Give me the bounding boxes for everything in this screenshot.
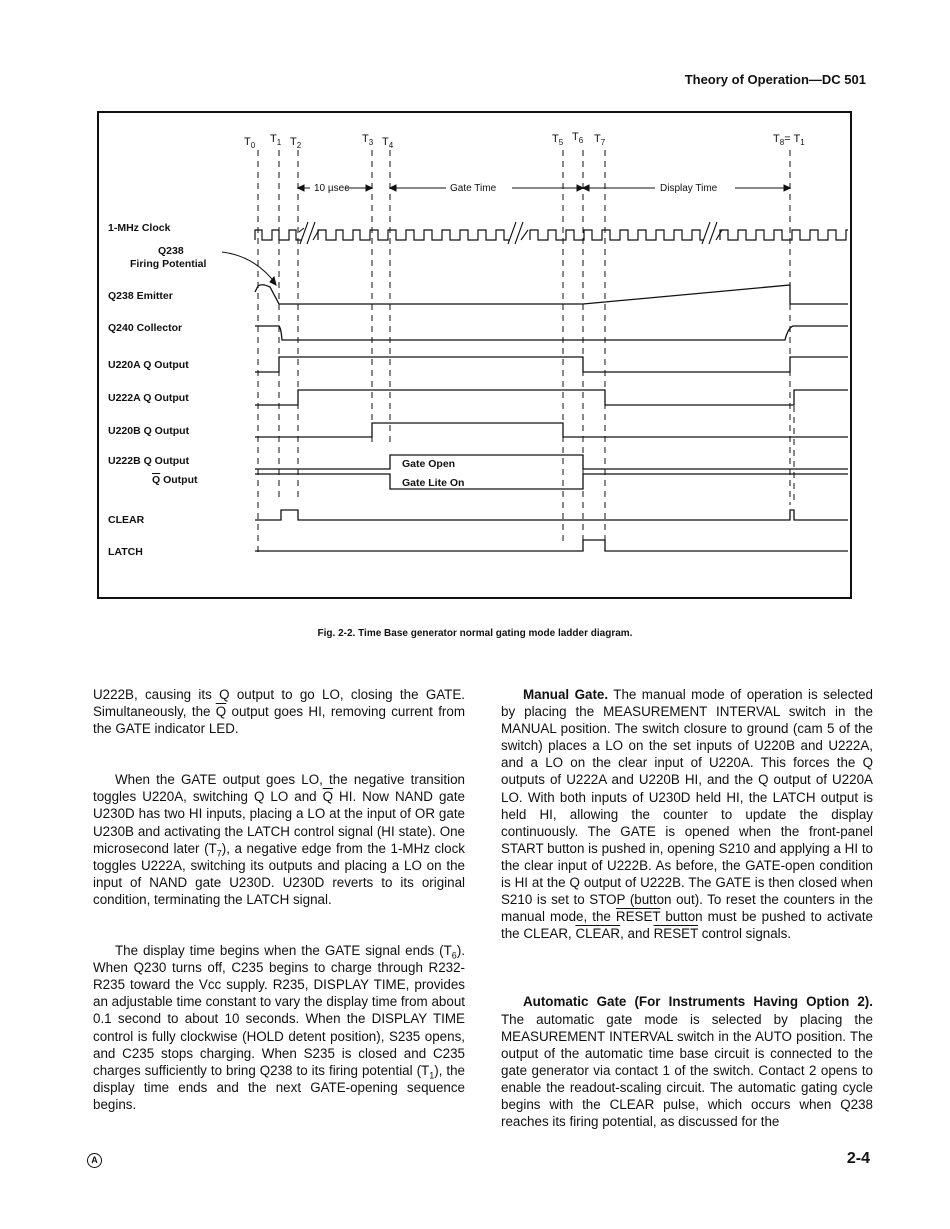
t6-label: $T_6$ <box>572 131 584 145</box>
interval-10usec: 10 µsec <box>314 183 350 194</box>
u222b-waveform <box>255 455 848 469</box>
t1-label: $T_1$ <box>270 133 282 147</box>
u222a-waveform <box>255 390 848 405</box>
latch-waveform <box>255 540 848 551</box>
clear-waveform <box>255 510 848 520</box>
page-number: 2-4 <box>846 1150 870 1167</box>
label-1mhz-clock: 1-MHz Clock <box>108 222 171 234</box>
manufacturer-logo-icon: A <box>87 1153 102 1168</box>
label-latch: LATCH <box>108 546 143 558</box>
t5-label: $T_5$ <box>552 133 564 147</box>
figure-caption: Fig. 2-2. Time Base generator normal gating mode ladder diagram. <box>317 628 633 639</box>
label-u222a: U222A Q Output <box>108 392 189 404</box>
u220b-waveform <box>255 423 848 437</box>
gate-lite-note: Gate Lite On <box>402 477 465 489</box>
t2-label: $T_2$ <box>290 136 302 150</box>
left-column <box>93 686 465 1113</box>
label-firing-potential: Firing Potential <box>130 258 207 270</box>
time-gridlines <box>258 150 794 552</box>
page-header: Theory of Operation—DC 501 <box>684 72 866 87</box>
label-clear: CLEAR <box>108 514 145 526</box>
t8-label: $T_8= T_1$ <box>773 133 805 147</box>
left-paragraph-3: The display time begins when the GATE signal ends $(T_6)$. When Q230 turns off, C235 begins to charge through R232-R235 toward the Vcc supply. R235, DISPLAY TIME, provides an adjustable time constant to vary the display time from about 0.1 second to about 10 seconds. When the DISPLAY TIME control is fully clockwise (HOLD detent position), S235 opens, and C235 stops charging. When S235 is closed and C235 charges sufficiently to bring Q238 to its firing potential $(T_1)$, the display time ends and the next GATE-opening sequence begins. <box>93 943 466 1112</box>
t3-label: $T_3$ <box>362 133 374 147</box>
t7-label: $T_7$ <box>594 133 606 147</box>
label-q240-collector: Q240 Collector <box>108 322 183 334</box>
manual-gate-paragraph: Manual Gate. The manual mode of operation is selected by placing the MEASUREMENT INTERVAL switch in the MANUAL position. The switch closure to ground (cam 5 of the switch) places a LO on the set inputs of U220B and U222A, and a LO on the clear input of U220A. This forces the Q outputs of U222A and U220B HI, and the Q output of U220A LO. With both inputs of U230D held HI, the LATCH output is held HI, allowing the counter to update the display continuously. The GATE is opened when the front-panel START button is pushed in, opening S210 and applying a HI to the clear input of U222B. As before, the GATE-open condition is HI at the Q output of U222B. The GATE is then closed when S210 is set to STOP (button out). To reset the counters in the manual mode, the RESET button must be pushed to activate the CLEAR, CLEAR, and RESET control signals. <box>501 687 874 942</box>
clock-breaks <box>299 222 722 244</box>
emitter-waveform <box>255 285 848 304</box>
automatic-gate-paragraph: Automatic Gate (For Instruments Having Option 2). The automatic gate mode is selected by placing the MEASUREMENT INTERVAL switch in the AUTO position. The output of the automatic time base circuit is connected to the gate generator via contact 1 of the switch. Contact 2 opens to enable the readout-scaling circuit. The automatic gating cycle begins with the CLEAR pulse, which occurs when Q238 reaches its firing potential, as discussed for the <box>501 994 873 1130</box>
collector-waveform <box>255 326 848 340</box>
u220a-waveform <box>255 357 848 372</box>
clock-waveform <box>255 230 848 240</box>
label-qbar-output: Q Output <box>152 474 198 486</box>
label-q238: Q238 <box>158 245 184 257</box>
t4-label: $T_4$ <box>382 136 394 150</box>
gate-open-note: Gate Open <box>402 458 456 470</box>
left-paragraph-2: When the GATE output goes LO, the negative transition toggles U220A, switching Q LO and $\overline{Q}$ HI. Now NAND gate U230D has two HI inputs, placing a LO at the input of OR gate U230B and activating the LATCH control signal (HI state). One microsecond later $(T_7)$, a negative edge from the 1-MHz clock toggles U222A, switching its outputs and placing a LO on the input of NAND gate U230D. U230D reverts to its original condition, terminating the LATCH signal. <box>93 772 466 907</box>
label-u220b: U220B Q Output <box>108 425 190 437</box>
left-paragraph-1: U222B, causing its Q output to go LO, closing the GATE. Simultaneously, the $\overline{Q}$ output goes HI, removing current from the GATE indicator LED. <box>93 687 465 737</box>
right-column <box>501 686 873 1130</box>
interval-gate-time: Gate Time <box>450 183 497 194</box>
t0-label: $T_0$ <box>244 136 256 150</box>
label-u220a: U220A Q Output <box>108 359 189 371</box>
interval-display-time: Display Time <box>660 183 718 194</box>
label-q238-emitter: Q238 Emitter <box>108 290 173 302</box>
label-u222b: U222B Q Output <box>108 455 190 467</box>
qbar-waveform <box>255 474 848 489</box>
